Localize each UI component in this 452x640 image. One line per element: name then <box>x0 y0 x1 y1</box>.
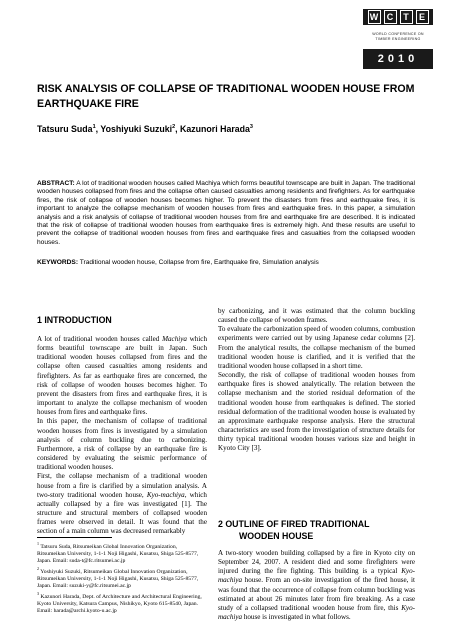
footnote-mark: 2 <box>37 566 39 572</box>
footnote-separator <box>37 537 112 538</box>
footnote <box>37 565 207 590</box>
paper-title: RISK ANALYSIS OF COLLAPSE OF TRADITIONAL WOODEN HOUSE FROM EARTHQUAKE FIRE <box>37 83 415 110</box>
author-name: Tatsuru Suda <box>37 124 93 134</box>
keywords-text: Traditional wooden house, Collapse from fire, Earthquake fire, Simulation analysis <box>78 259 319 266</box>
paragraph <box>37 472 207 536</box>
section-heading-introduction: 1 INTRODUCTION <box>37 315 112 325</box>
author-name: Yoshiyuki Suzuki <box>100 124 173 134</box>
italic-term: Machiya <box>162 335 187 343</box>
keywords <box>37 259 415 266</box>
abstract <box>37 180 415 247</box>
logo-letter: W <box>368 10 381 24</box>
footnote-mark: 3 <box>37 591 39 597</box>
author-affiliation-mark: 3 <box>249 124 253 131</box>
author-list <box>37 124 253 134</box>
logo-letters <box>363 9 433 25</box>
footnote-mark: 1 <box>37 541 39 546</box>
author-separator: , <box>175 124 181 134</box>
italic-term: Kyo-machiya <box>218 567 415 585</box>
text-run: A two-story wooden building collapsed by a fire in Kyoto city on September 24, 2007. A resident died and some firefighters were injured during the fire fighting. This building is a typical <box>218 549 415 576</box>
footnote-text: Tatsuru Suda, Ritsumeikan Global Innovation Organization, Ritsumeikan University, 1-1-1 Noji Higashi, Kusatsu, Shiga 525-8577, Japan. Email: suda-t@fc.ritsumei.ac.jp <box>37 543 199 564</box>
heading-line: WOODEN HOUSE <box>239 530 314 541</box>
conference-logo <box>363 9 433 69</box>
author-affiliation-mark: 1 <box>92 124 96 131</box>
logo-line1: WORLD CONFERENCE ON <box>372 32 424 36</box>
paragraph <box>37 335 207 417</box>
paragraph: Secondly, the risk of collapse of traditional wooden houses from earthquake fires is showed analytically. The relation between the collapse mechanism and the storied residual deformation of the traditional wooden house from earthquakes is defined. The storied residual deformation of the traditional wooden house is evaluated by an approximate earthquake response analysis. Here the structural characteristics are used from the investigation of structure details for thirty typical traditional wooden houses various size and height in Kyoto City [3]. <box>218 371 415 453</box>
paragraph <box>218 549 415 622</box>
author-separator: , <box>95 124 101 134</box>
logo-letter: T <box>400 10 413 24</box>
footnotes <box>37 540 207 615</box>
footnote-text: Kazunori Harada, Dept. of Architecture and Architectural Engineering, Kyoto University, Katsura Campus, Nishikyo, Kyoto 615-8540, Japan. Email: harada@archi.kyoto-u.ac.jp <box>37 593 202 615</box>
left-column <box>37 335 207 536</box>
abstract-label: ABSTRACT: <box>37 180 75 187</box>
author-affiliation-mark: 2 <box>172 124 176 131</box>
logo-line2: TIMBER ENGINEERING <box>375 37 421 41</box>
text-run: house. From an on-site investigation of the fired house, it was found that the occurrence of collapse from column buckling was estimated at about 26 minutes later from fire breaking. As a case study of a collapsed traditional wooden house from fire, this <box>218 576 415 612</box>
logo-subtitle <box>363 25 433 49</box>
logo-letter: C <box>384 10 397 24</box>
heading-line: 2 OUTLINE OF FIRED TRADITIONAL <box>218 519 370 529</box>
abstract-text: A lot of traditional wooden houses called Machiya which forms beautiful townscape are built in Japan. The traditional wooden houses collapsed from fires and the collapse often caused casualties among residents and firefighters. As for earthquake fires, the risk of collapse of wooden houses becomes higher. To prevent the disasters from fires and earthquake fires, it is important to analyze the collapse mechanism of wooden houses from fires and earthquake fires. In this paper, a simulation analysis and a risk analysis of collapse of traditional wooden houses from fire and earthquake fire are described. It is indicated that the risk of collapse of traditional wooden houses from earthquake fires is extremely high. And these results are useful to prevent the collapse of traditional wooden houses from fires and earthquake fires and casualties from the collapsed wooden houses. <box>37 180 415 246</box>
keywords-label: KEYWORDS: <box>37 259 79 266</box>
author-name: Kazunori Harada <box>180 124 250 134</box>
paragraph: In this paper, the mechanism of collapse of traditional wooden houses from fires is investigated by a simulation analysis of column buckling due to carbonizing. Furthermore, a risk of collapse by an earthquake fire is considered by evaluating the seismic performance of traditional wooden houses. <box>37 417 207 472</box>
right-column <box>218 307 415 454</box>
text-run: A lot of traditional wooden houses called <box>37 335 163 343</box>
text-run: , which actually collapsed by a fire was investigated [1]. The structure and structural members of collapsed wooden frames were observed in detail. It was found that the section of a main column was decreased remarkably <box>37 490 207 536</box>
footnote <box>37 590 207 615</box>
text-run: First, the collapse mechanism of a traditional wooden house from a fire is clarified by a simulation analysis. A two-story traditional wooden house, <box>37 472 207 499</box>
section2-body <box>218 549 415 622</box>
italic-term: Kyo-machiya <box>146 490 185 499</box>
paragraph: by carbonizing, and it was estimated that the column buckling caused the collapse of wooden frames. <box>218 307 415 325</box>
text-run: house is investigated in what follows. <box>242 613 351 622</box>
section-heading-outline <box>218 519 370 542</box>
logo-year: 2010 <box>363 49 433 69</box>
footnote <box>37 540 207 565</box>
paragraph: To evaluate the carbonization speed of wooden columns, combustion experiments were carried out by using Japanese cedar columns [2]. From the analytical results, the collapse mechanism of the burned traditional wooden house is clarified, and it is verified that the traditional wooden house collapsed in a short time. <box>218 325 415 370</box>
footnote-text: Yoshiyuki Suzuki, Ritsumeikan Global Innovation Organization, Ritsumeikan University, 1-1-1 Noji Higashi, Kusatsu, Shiga 525-8577, Japan. Email: suzuki-y@fc.ritsumei.ac.jp <box>37 568 199 590</box>
italic-term: Kyo-machiya <box>218 603 415 622</box>
logo-letter: E <box>416 10 429 24</box>
text-run: which forms beautiful townscape are built in Japan. Such traditional wooden houses collapsed from fires and the collapse often caused casualties among residents and firefighters. As far as earthquake fires are concerned, the risk of collapse of wooden houses becomes higher. To prevent the disasters from fires and earthquake fires, it is important to analyze the collapse mechanism of wooden houses from fires and earthquake fires. <box>37 335 207 417</box>
